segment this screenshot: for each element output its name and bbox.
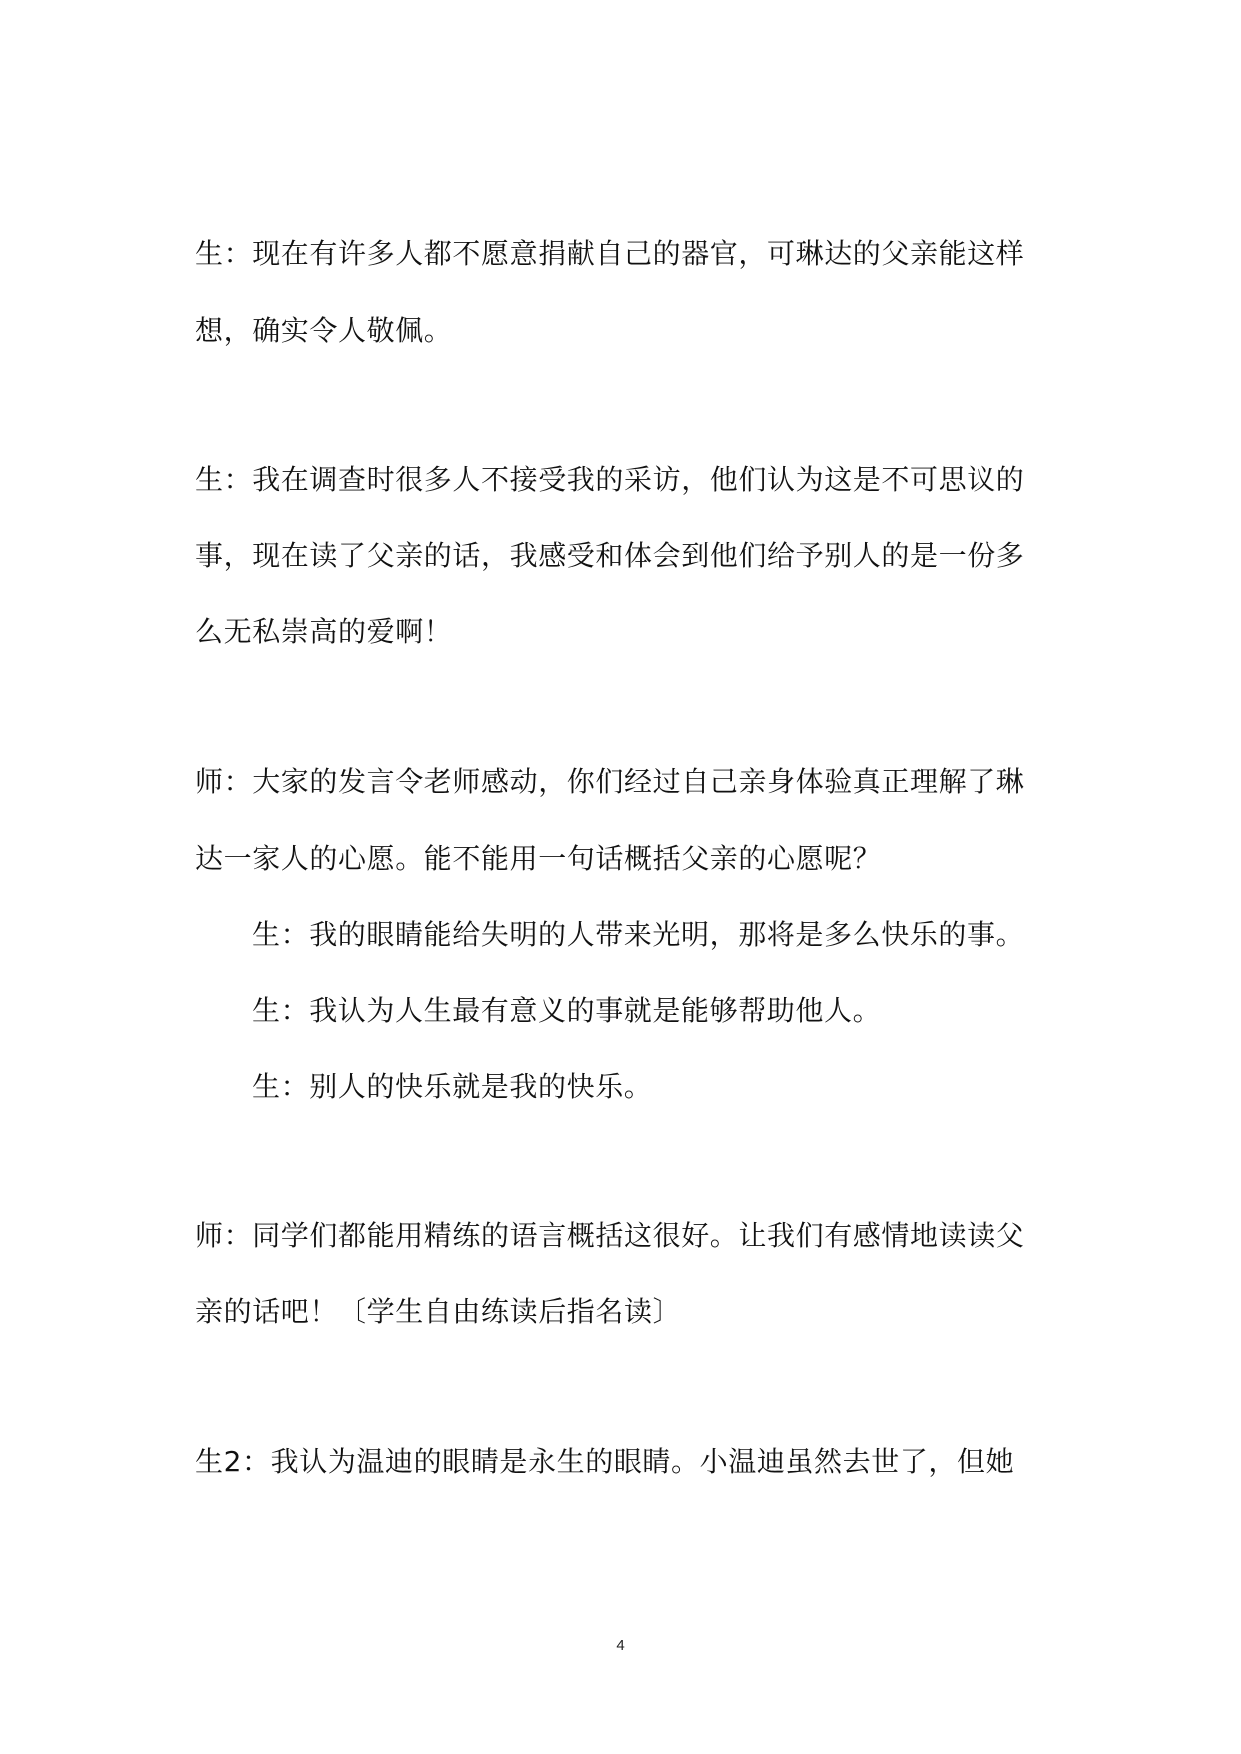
paragraph-line: 生：我认为人生最有意义的事就是能够帮助他人。 [252,994,882,1027]
paragraph-line: 生：现在有许多人都不愿意捐献自己的器官，可琳达的父亲能这样 [195,237,1025,270]
page-number: 4 [616,1637,625,1654]
paragraph-line: 亲的话吧！〔学生自由练读后指名读〕 [195,1295,682,1328]
paragraph-line: 生：别人的快乐就是我的快乐。 [252,1070,653,1103]
paragraph-line: 想，确实令人敬佩。 [195,314,453,347]
paragraph-line: 事，现在读了父亲的话，我感受和体会到他们给予别人的是一份多 [195,539,1025,572]
paragraph-line: 生：我在调查时很多人不接受我的采访，他们认为这是不可思议的 [195,463,1025,496]
paragraph-line: 么无私崇高的爱啊！ [195,615,453,648]
paragraph-line: 生：我的眼睛能给失明的人带来光明，那将是多么快乐的事。 [252,918,1025,951]
paragraph-line: 师：大家的发言令老师感动，你们经过自己亲身体验真正理解了琳 [195,765,1025,798]
paragraph-line: 师：同学们都能用精练的语言概括这很好。让我们有感情地读读父 [195,1219,1025,1252]
paragraph-line: 生2：我认为温迪的眼睛是永生的眼睛。小温迪虽然去世了，但她 [195,1445,1015,1478]
paragraph-line: 达一家人的心愿。能不能用一句话概括父亲的心愿呢？ [195,842,882,875]
